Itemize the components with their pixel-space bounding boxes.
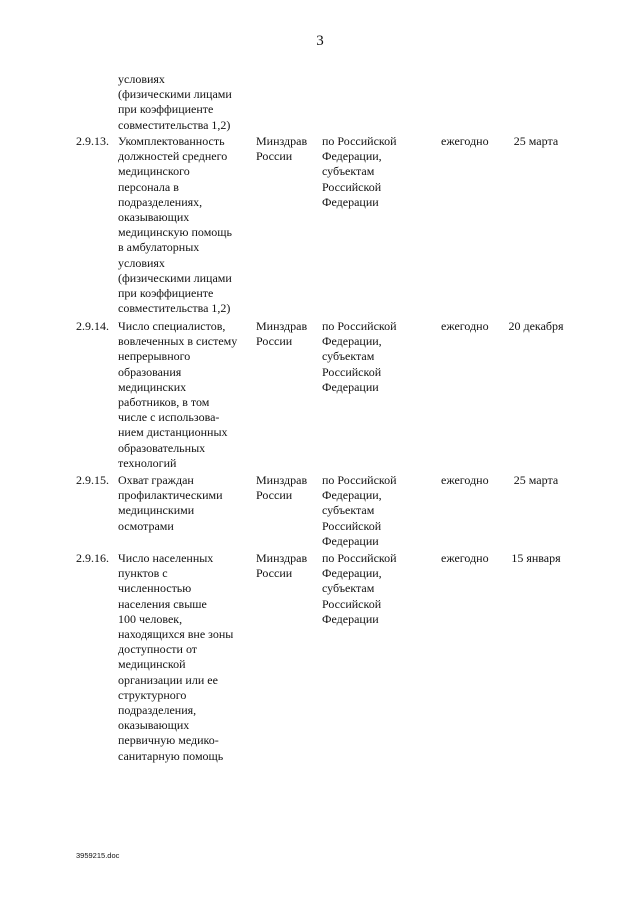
page-number: 3 [316, 33, 324, 49]
reporting-period: ежегодно [441, 134, 489, 148]
reporting-scope: по Российской Федерации, субъектам Российской Федерации [322, 551, 397, 626]
reporting-period: ежегодно [441, 551, 489, 565]
indicator-name: Охват граждан профилактическими медицинскими осмотрами [118, 473, 223, 533]
row-number: 2.9.16. [76, 551, 109, 565]
indicator-name: Число специалистов, вовлеченных в систему непрерывного образования медицинских работников, в том числе с использова- нием дистанционных образовательных технологий [118, 319, 238, 470]
reporting-period: ежегодно [441, 473, 489, 487]
row-number: 2.9.15. [76, 473, 109, 487]
indicator-name: Укомплектованность должностей среднего медицинского персонала в подразделениях, оказывающих медицинскую помощь в амбулаторных условиях (физическими лицами при коэффициенте совместительства 1,2) [118, 134, 233, 316]
responsible-agency: Минздрав России [256, 473, 308, 503]
deadline-date: 25 марта [513, 134, 559, 148]
continued-indicator-text: условиях (физическими лицами при коэффициенте совместительства 1,2) [118, 72, 232, 132]
reporting-period: ежегодно [441, 319, 489, 333]
deadline-date: 25 марта [513, 473, 559, 487]
reporting-scope: по Российской Федерации, субъектам Российской Федерации [322, 134, 397, 209]
responsible-agency: Минздрав России [256, 319, 308, 349]
reporting-scope: по Российской Федерации, субъектам Российской Федерации [322, 473, 397, 548]
row-number: 2.9.14. [76, 319, 109, 333]
indicator-name: Число населенных пунктов с численностью населения свыше 100 человек, находящихся вне зоны доступности от медицинской организации или ее структурного подразделения, оказывающих первичную медико- санитарную помощь [118, 551, 234, 763]
document-file-reference: 3959215.doc [76, 851, 120, 860]
deadline-date: 20 декабря [508, 319, 564, 333]
reporting-scope: по Российской Федерации, субъектам Российской Федерации [322, 319, 397, 394]
responsible-agency: Минздрав России [256, 551, 308, 581]
deadline-date: 15 января [511, 551, 561, 565]
responsible-agency: Минздрав России [256, 134, 308, 164]
row-number: 2.9.13. [76, 134, 109, 148]
